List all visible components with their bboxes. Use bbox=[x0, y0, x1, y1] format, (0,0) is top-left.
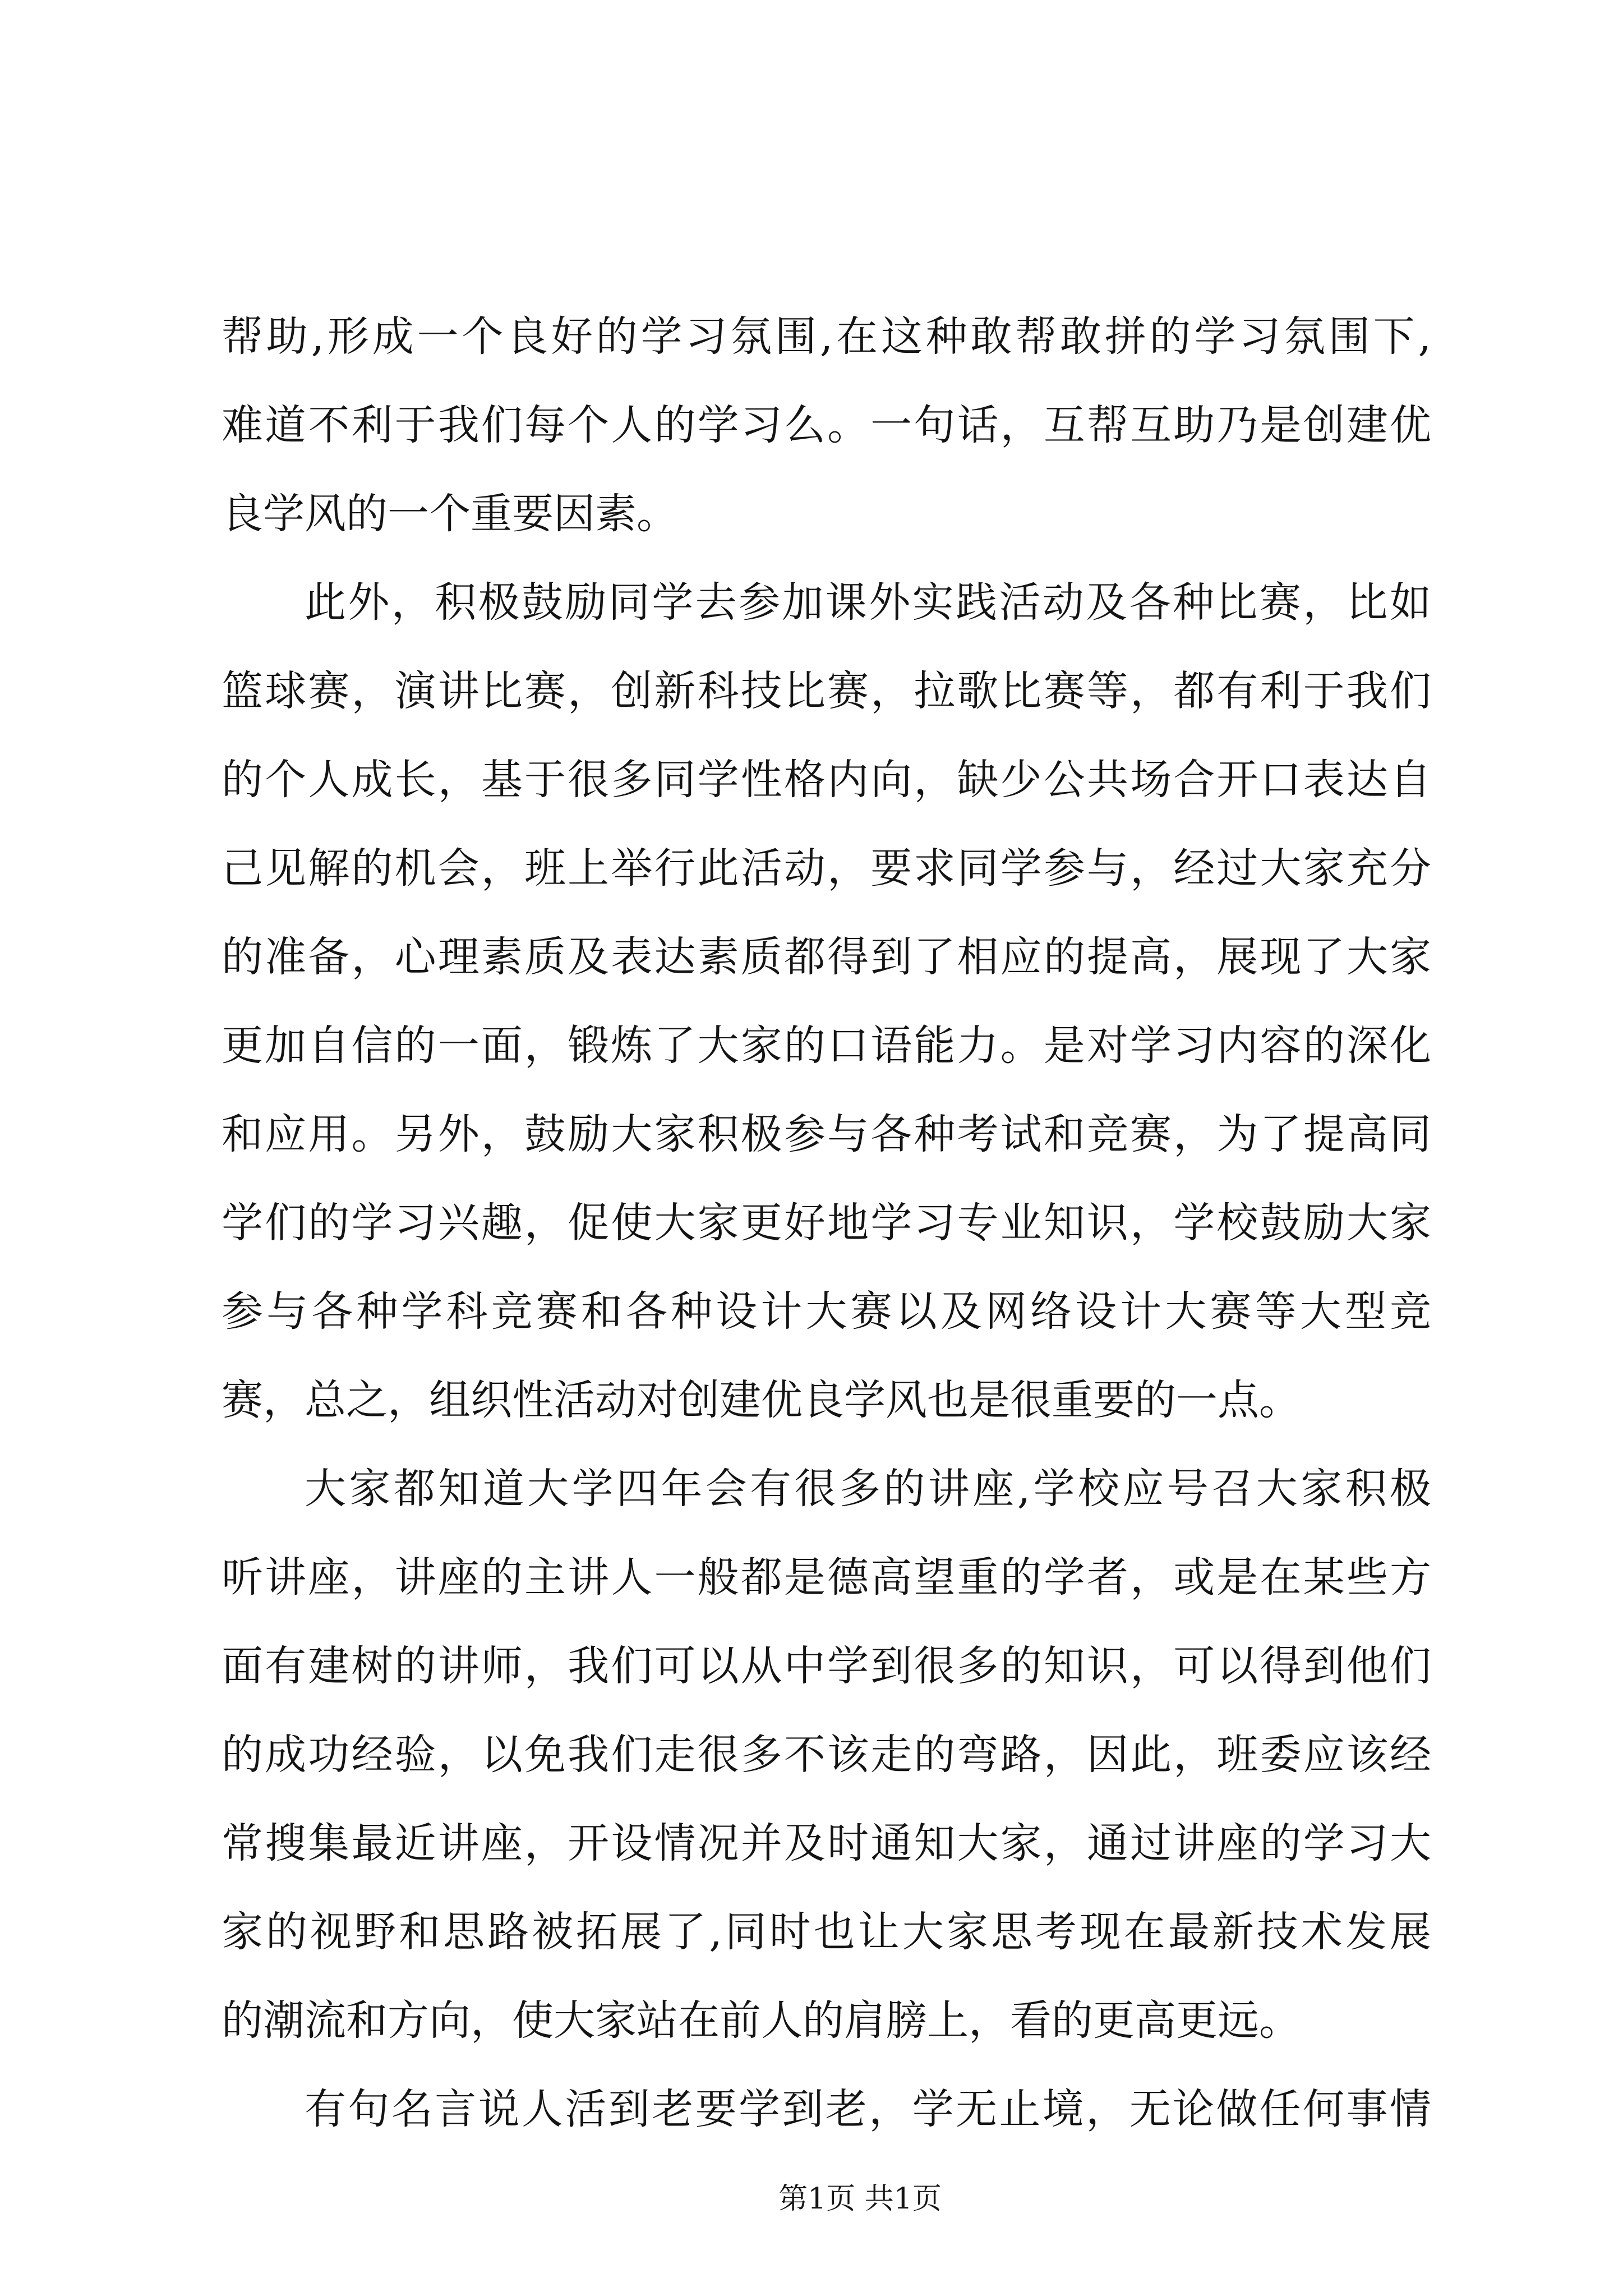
text-line: 有句名言说人活到老要学到老，学无止境，无论做任何事情 bbox=[305, 2085, 1431, 2133]
text-line: 常搜集最近讲座，开设情况并及时通知大家，通过讲座的学习大 bbox=[222, 1819, 1431, 1867]
text-line: 难道不利于我们每个人的学习么。一句话，互帮互助乃是创建优 bbox=[222, 401, 1431, 449]
text-line: 家的视野和思路被拓展了,同时也让大家思考现在最新技术发展 bbox=[222, 1908, 1431, 1956]
text-line: 听讲座，讲座的主讲人一般都是德高望重的学者，或是在某些方 bbox=[222, 1553, 1431, 1602]
document-body bbox=[222, 292, 1431, 2154]
text-line: 篮球赛，演讲比赛，创新科技比赛，拉歌比赛等，都有利于我们 bbox=[222, 667, 1431, 715]
text-line: 参与各种学科竞赛和各种设计大赛以及网络设计大赛等大型竞 bbox=[222, 1287, 1431, 1336]
text-line: 的个人成长，基于很多同学性格内向，缺少公共场合开口表达自 bbox=[222, 756, 1431, 804]
paragraph bbox=[222, 558, 1431, 1444]
text-line: 赛，总之，组织性活动对创建优良学风也是很重要的一点。 bbox=[222, 1376, 1301, 1424]
text-line: 更加自信的一面，锻炼了大家的口语能力。是对学习内容的深化 bbox=[222, 1022, 1431, 1070]
text-line: 帮助,形成一个良好的学习氛围,在这种敢帮敢拼的学习氛围下, bbox=[222, 312, 1431, 361]
text-line: 的成功经验，以免我们走很多不该走的弯路，因此，班委应该经 bbox=[222, 1731, 1431, 1779]
text-line: 学们的学习兴趣，促使大家更好地学习专业知识，学校鼓励大家 bbox=[222, 1199, 1431, 1247]
text-line: 面有建树的讲师，我们可以从中学到很多的知识，可以得到他们 bbox=[222, 1642, 1431, 1690]
page-footer: 第1页 共1页 bbox=[778, 2182, 942, 2216]
text-line: 己见解的机会，班上举行此活动，要求同学参与，经过大家充分 bbox=[222, 844, 1431, 892]
paragraph bbox=[222, 1444, 1431, 2065]
paragraph bbox=[222, 2065, 1431, 2154]
paragraph bbox=[222, 292, 1431, 558]
text-line: 大家都知道大学四年会有很多的讲座,学校应号召大家积极 bbox=[305, 1465, 1431, 1513]
text-line: 良学风的一个重要因素。 bbox=[222, 490, 678, 538]
text-line: 的准备，心理素质及表达素质都得到了相应的提高，展现了大家 bbox=[222, 933, 1431, 981]
text-line: 的潮流和方向，使大家站在前人的肩膀上，看的更高更远。 bbox=[222, 1996, 1301, 2045]
text-line: 此外，积极鼓励同学去参加课外实践活动及各种比赛，比如 bbox=[305, 578, 1431, 627]
text-line: 和应用。另外，鼓励大家积极参与各种考试和竞赛，为了提高同 bbox=[222, 1110, 1431, 1158]
